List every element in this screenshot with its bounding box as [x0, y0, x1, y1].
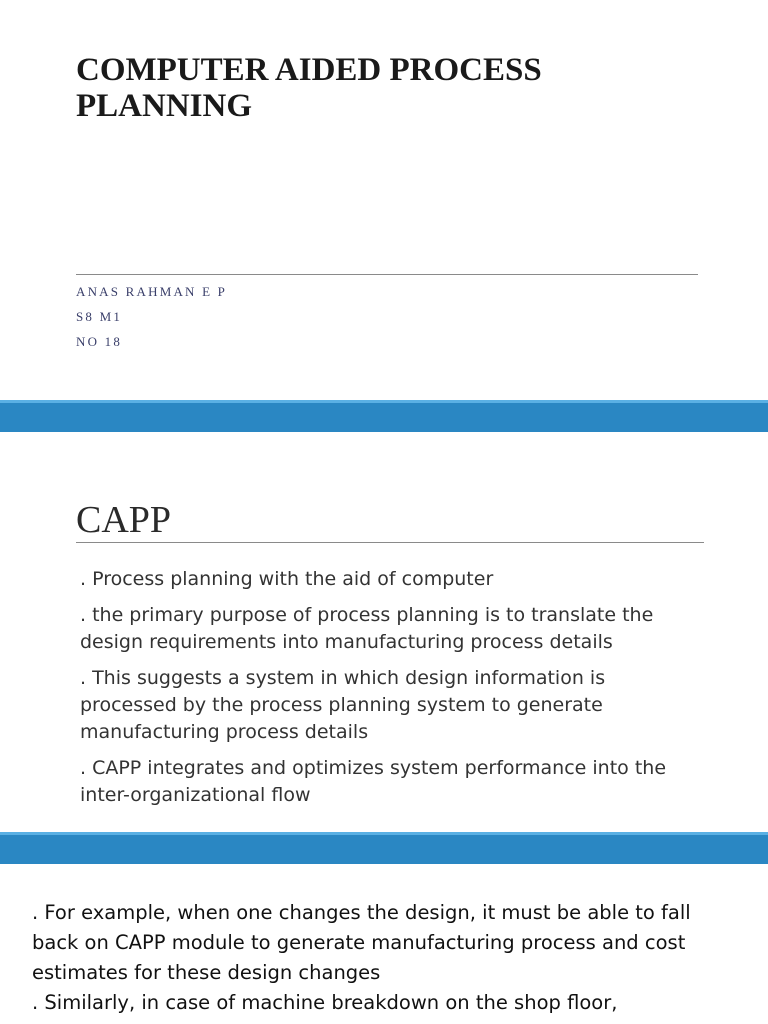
- slide-separator: [0, 832, 768, 864]
- slide-title: COMPUTER AIDED PROCESS PLANNING: [76, 52, 542, 124]
- bullet-item: . Process planning with the aid of computer: [80, 568, 494, 590]
- bullet-item: . the primary purpose of process planning is to translate the design requirements into manufacturing process details: [80, 604, 654, 653]
- body-line: . For example, when one changes the design, it must be able to fall back on CAPP module to generate manufacturing process and cost estimates for these design changes: [32, 901, 691, 984]
- subtitle-line: NO 18: [76, 334, 123, 349]
- slide-2: [0, 432, 768, 832]
- subtitle-list: [76, 284, 227, 359]
- title-divider: [76, 274, 698, 275]
- subtitle-line: ANAS RAHMAN E P: [76, 284, 228, 299]
- bullet-item: . This suggests a system in which design information is processed by the process planning system to generate manufacturing process details: [80, 667, 606, 743]
- subtitle-line: S8 M1: [76, 309, 123, 324]
- slide-3: [0, 864, 768, 1024]
- separator-fill: [0, 835, 768, 864]
- body-text: [32, 898, 732, 1018]
- slide-1: [0, 0, 768, 400]
- bullet-item: . CAPP integrates and optimizes system performance into the inter-organizational flow: [80, 757, 667, 806]
- bullet-list: [80, 566, 705, 818]
- body-line: . Similarly, in case of machine breakdown on the shop floor,: [32, 991, 618, 1014]
- title-divider: [76, 542, 704, 543]
- separator-fill: [0, 403, 768, 432]
- slide-separator: [0, 400, 768, 432]
- slide-title: CAPP: [76, 499, 172, 541]
